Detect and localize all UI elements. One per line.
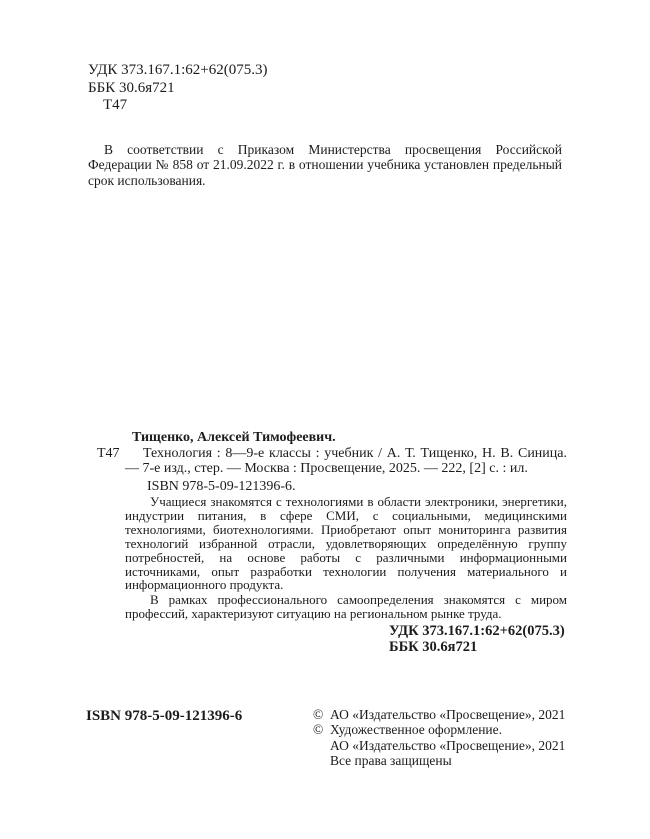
copyright-symbol <box>313 753 330 768</box>
copyright-line <box>313 753 567 768</box>
annotation-paragraph-1: Учащиеся знакомятся с технологиями в области электроники, энергетики, индустрии питания, в сфере СМИ, с социальными, медицинскими технологиями, биотехнологиями. Приобретают опыт мониторинга развития технологий избранной отрасли, удовлетворяющих определённую группу потребностей, на основе работы с различными информационными источниками, опыт разработки технологии получения материального и информационного продукта. <box>125 494 567 593</box>
copyright-text: Все права защищены <box>330 752 452 768</box>
bbk-code-bold: ББК 30.6я721 <box>389 638 478 655</box>
bibliographic-entry: Технология : 8—9-е классы : учебник / А. Т. Тищенко, Н. В. Синица. — 7-е изд., стер. — Москва : Просвещение, 2025. — 222, [2] с. : ил. <box>125 445 567 476</box>
copyright-text: Художественное оформление. <box>330 722 503 738</box>
copyright-text: АО «Издательство «Просвещение», 2021 <box>330 707 566 722</box>
bbk-code: ББК 30.6я721 <box>88 79 175 96</box>
top-classification-block <box>88 62 267 115</box>
catalog-author-sign: Т47 <box>97 446 120 461</box>
catalog-card <box>97 430 567 655</box>
udk-code-bold: УДК 373.167.1:62+62(075.3) <box>389 623 565 640</box>
annotation-paragraph-2: В рамках профессионального самоопределения знакомятся с миром профессий, характеризуют ситуацию на региональном рынке труда. <box>125 592 567 622</box>
copyright-symbol <box>313 738 330 753</box>
author-heading: Тищенко, Алексей Тимофеевич. <box>132 430 336 445</box>
copyright-line <box>313 738 567 753</box>
card-isbn: ISBN 978-5-09-121396-6. <box>147 478 296 494</box>
copyright-block <box>313 707 567 768</box>
footer <box>86 707 567 768</box>
copyright-line <box>313 707 567 722</box>
footer-isbn: ISBN 978-5-09-121396-6 <box>86 708 243 724</box>
bottom-classification-block <box>389 624 567 655</box>
catalog-card-content <box>125 430 567 655</box>
author-sign: Т47 <box>103 97 128 113</box>
copyright-symbol: © <box>313 722 324 738</box>
copyright-symbol: © <box>313 707 324 722</box>
ministry-order-notice: В соответствии с Приказом Министерства просвещения Российской Федерации № 858 от 21.09.2022 г. в отношении учебника установлен предельный срок использования. <box>88 141 562 188</box>
udk-code: УДК 373.167.1:62+62(075.3) <box>88 62 268 78</box>
copyright-line <box>313 722 567 737</box>
copyright-text: АО «Издательство «Просвещение», 2021 <box>330 737 566 753</box>
